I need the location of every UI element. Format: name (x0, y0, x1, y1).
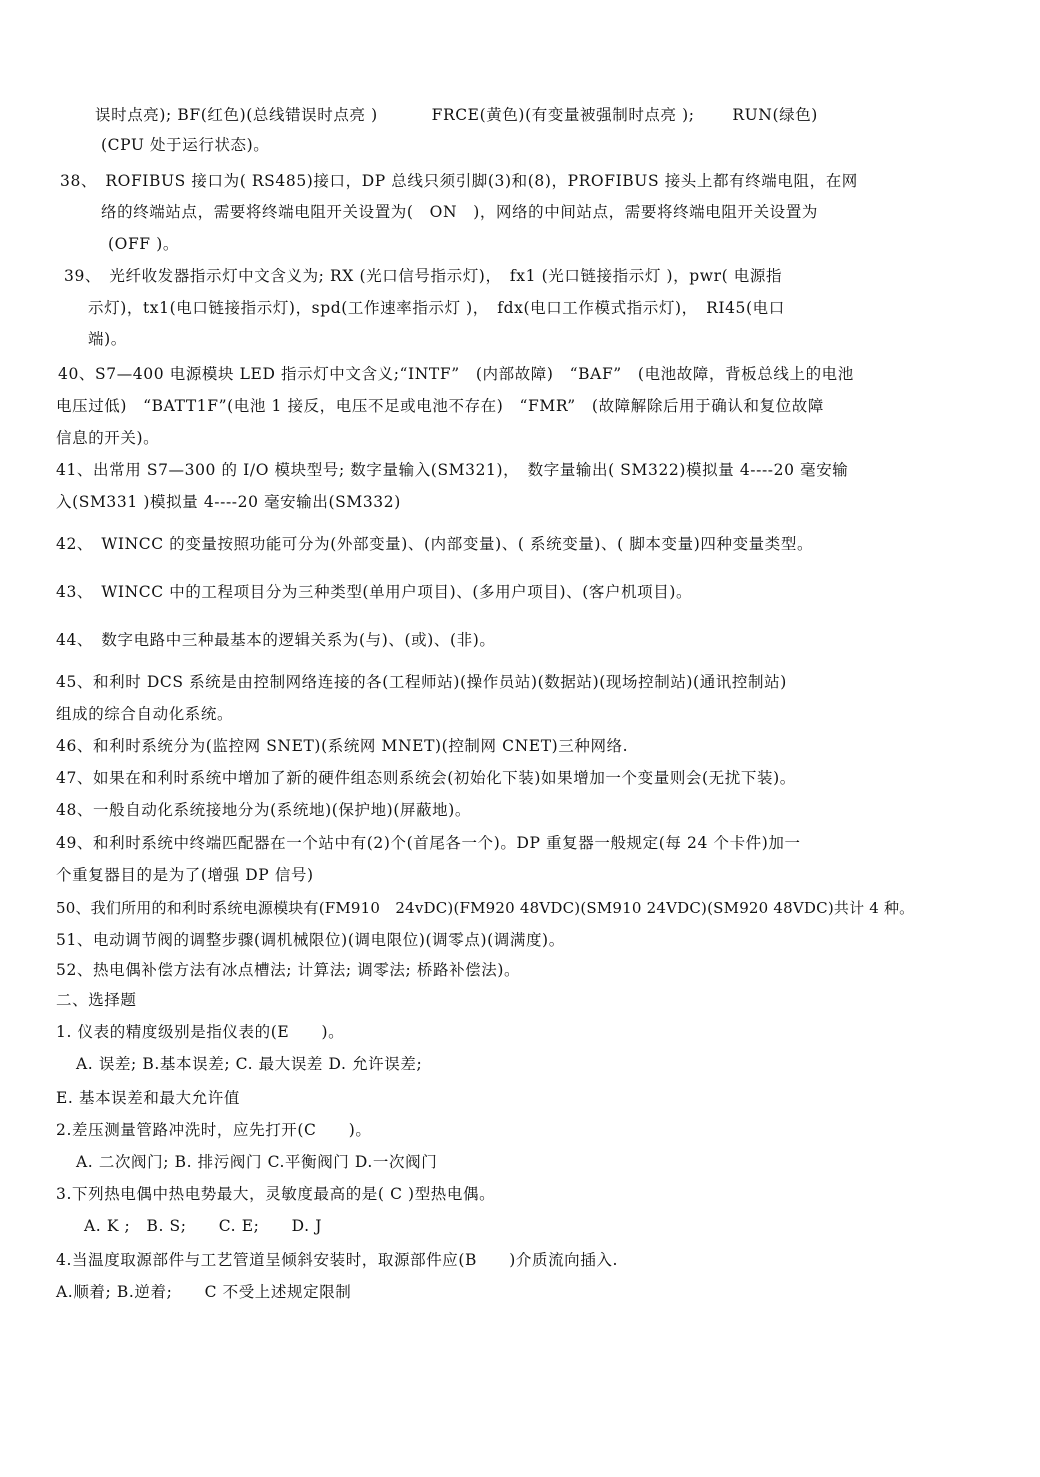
text-line: 组成的综合自动化系统。 (56, 705, 234, 723)
question-50: 50、我们所用的和利时系统电源模块有(FM910 24vDC)(FM920 48VDC)(SM910 24VDC)(SM920 48VDC)共计 4 种。 (56, 899, 915, 917)
text-line: 个重复器目的是为了(增强 DP 信号) (56, 866, 314, 884)
question-44: 44、 数字电路中三种最基本的逻辑关系为(与)、(或)、(非)。 (56, 631, 496, 649)
section-heading: 二、选择题 (56, 991, 137, 1009)
text-line: (OFF )。 (108, 235, 179, 253)
text-line: 示灯)，tx1(电口链接指示灯)，spd(工作速率指示灯 )， fdx(电口工作模式指示灯)， RI45(电口 (88, 299, 785, 317)
text-line: 络的终端站点，需要将终端电阻开关设置为( ON )，网络的中间站点，需要将终端电阻开关设置为 (101, 203, 818, 221)
question-47: 47、如果在和利时系统中增加了新的硬件组态则系统会(初始化下装)如果增加一个变量则会(无扰下装)。 (56, 769, 796, 787)
question-51: 51、电动调节阀的调整步骤(调机械限位)(调电限位)(调零点)(调满度)。 (56, 931, 565, 949)
text-line: 端)。 (88, 330, 127, 348)
question-39: 39、 光纤收发器指示灯中文含义为; RX (光口信号指示灯)， fx1 (光口链接指示灯 )，pwr( 电源指 (64, 267, 783, 285)
choice-question-1: 1. 仪表的精度级别是指仪表的(E )。 (56, 1023, 345, 1041)
text-line: 入(SM331 )模拟量 4----20 毫安输出(SM332) (56, 493, 401, 511)
text-line: 信息的开关)。 (56, 429, 160, 447)
question-41: 41、出常用 S7—300 的 I/O 模块型号; 数字量输入(SM321)， 数字量输出( SM322)模拟量 4----20 毫安输 (56, 461, 849, 479)
choice-question-4: 4.当温度取源部件与工艺管道呈倾斜安装时，取源部件应(B )介质流向插入. (56, 1251, 619, 1269)
question-45: 45、和利时 DCS 系统是由控制网络连接的各(工程师站)(操作员站)(数据站)(现场控制站)(通讯控制站) (56, 673, 787, 691)
text-line: 电压过低) “BATT1F”(电池 1 接反，电压不足或电池不存在) “FMR” (故障解除后用于确认和复位故障 (56, 397, 824, 415)
choice-options: A. 二次阀门; B. 排污阀门 C.平衡阀门 D.一次阀门 (76, 1153, 438, 1171)
choice-options: A. 误差; B.基本误差; C. 最大误差 D. 允许误差; (76, 1055, 423, 1073)
choice-options: E. 基本误差和最大允许值 (56, 1089, 240, 1107)
question-42: 42、 WINCC 的变量按照功能可分为(外部变量)、(内部变量)、( 系统变量)、( 脚本变量)四种变量类型。 (56, 535, 814, 553)
choice-question-2: 2.差压测量管路冲洗时，应先打开(C )。 (56, 1121, 372, 1139)
question-46: 46、和利时系统分为(监控网 SNET)(系统网 MNET)(控制网 CNET)三种网络. (56, 737, 629, 755)
question-48: 48、一般自动化系统接地分为(系统地)(保护地)(屏蔽地)。 (56, 801, 472, 819)
choice-options: A.顺着; B.逆着; C 不受上述规定限制 (56, 1283, 352, 1301)
choice-question-3: 3.下列热电偶中热电势最大，灵敏度最高的是( C )型热电偶。 (56, 1185, 496, 1203)
choice-options: A. K ; B. S; C. E; D. J (84, 1217, 323, 1235)
question-38: 38、 ROFIBUS 接口为( RS485)接口，DP 总线只须引脚(3)和(8)，PROFIBUS 接头上都有终端电阻，在网 (60, 172, 858, 190)
question-49: 49、和利时系统中终端匹配器在一个站中有(2)个(首尾各一个)。DP 重复器一般规定(每 24 个卡件)加一 (56, 834, 801, 852)
question-40: 40、S7—400 电源模块 LED 指示灯中文含义;“INTF” (内部故障) “BAF” (电池故障，背板总线上的电池 (58, 365, 854, 383)
question-43: 43、 WINCC 中的工程项目分为三种类型(单用户项目)、(多用户项目)、(客户机项目)。 (56, 583, 693, 601)
text-line: (CPU 处于运行状态)。 (101, 136, 270, 154)
question-52: 52、热电偶补偿方法有冰点槽法; 计算法; 调零法; 桥路补偿法)。 (56, 961, 521, 979)
text-line: 误时点亮); BF(红色)(总线错误时点亮 ) FRCE(黄色)(有变量被强制时点亮 ); RUN(绿色) (95, 106, 818, 124)
